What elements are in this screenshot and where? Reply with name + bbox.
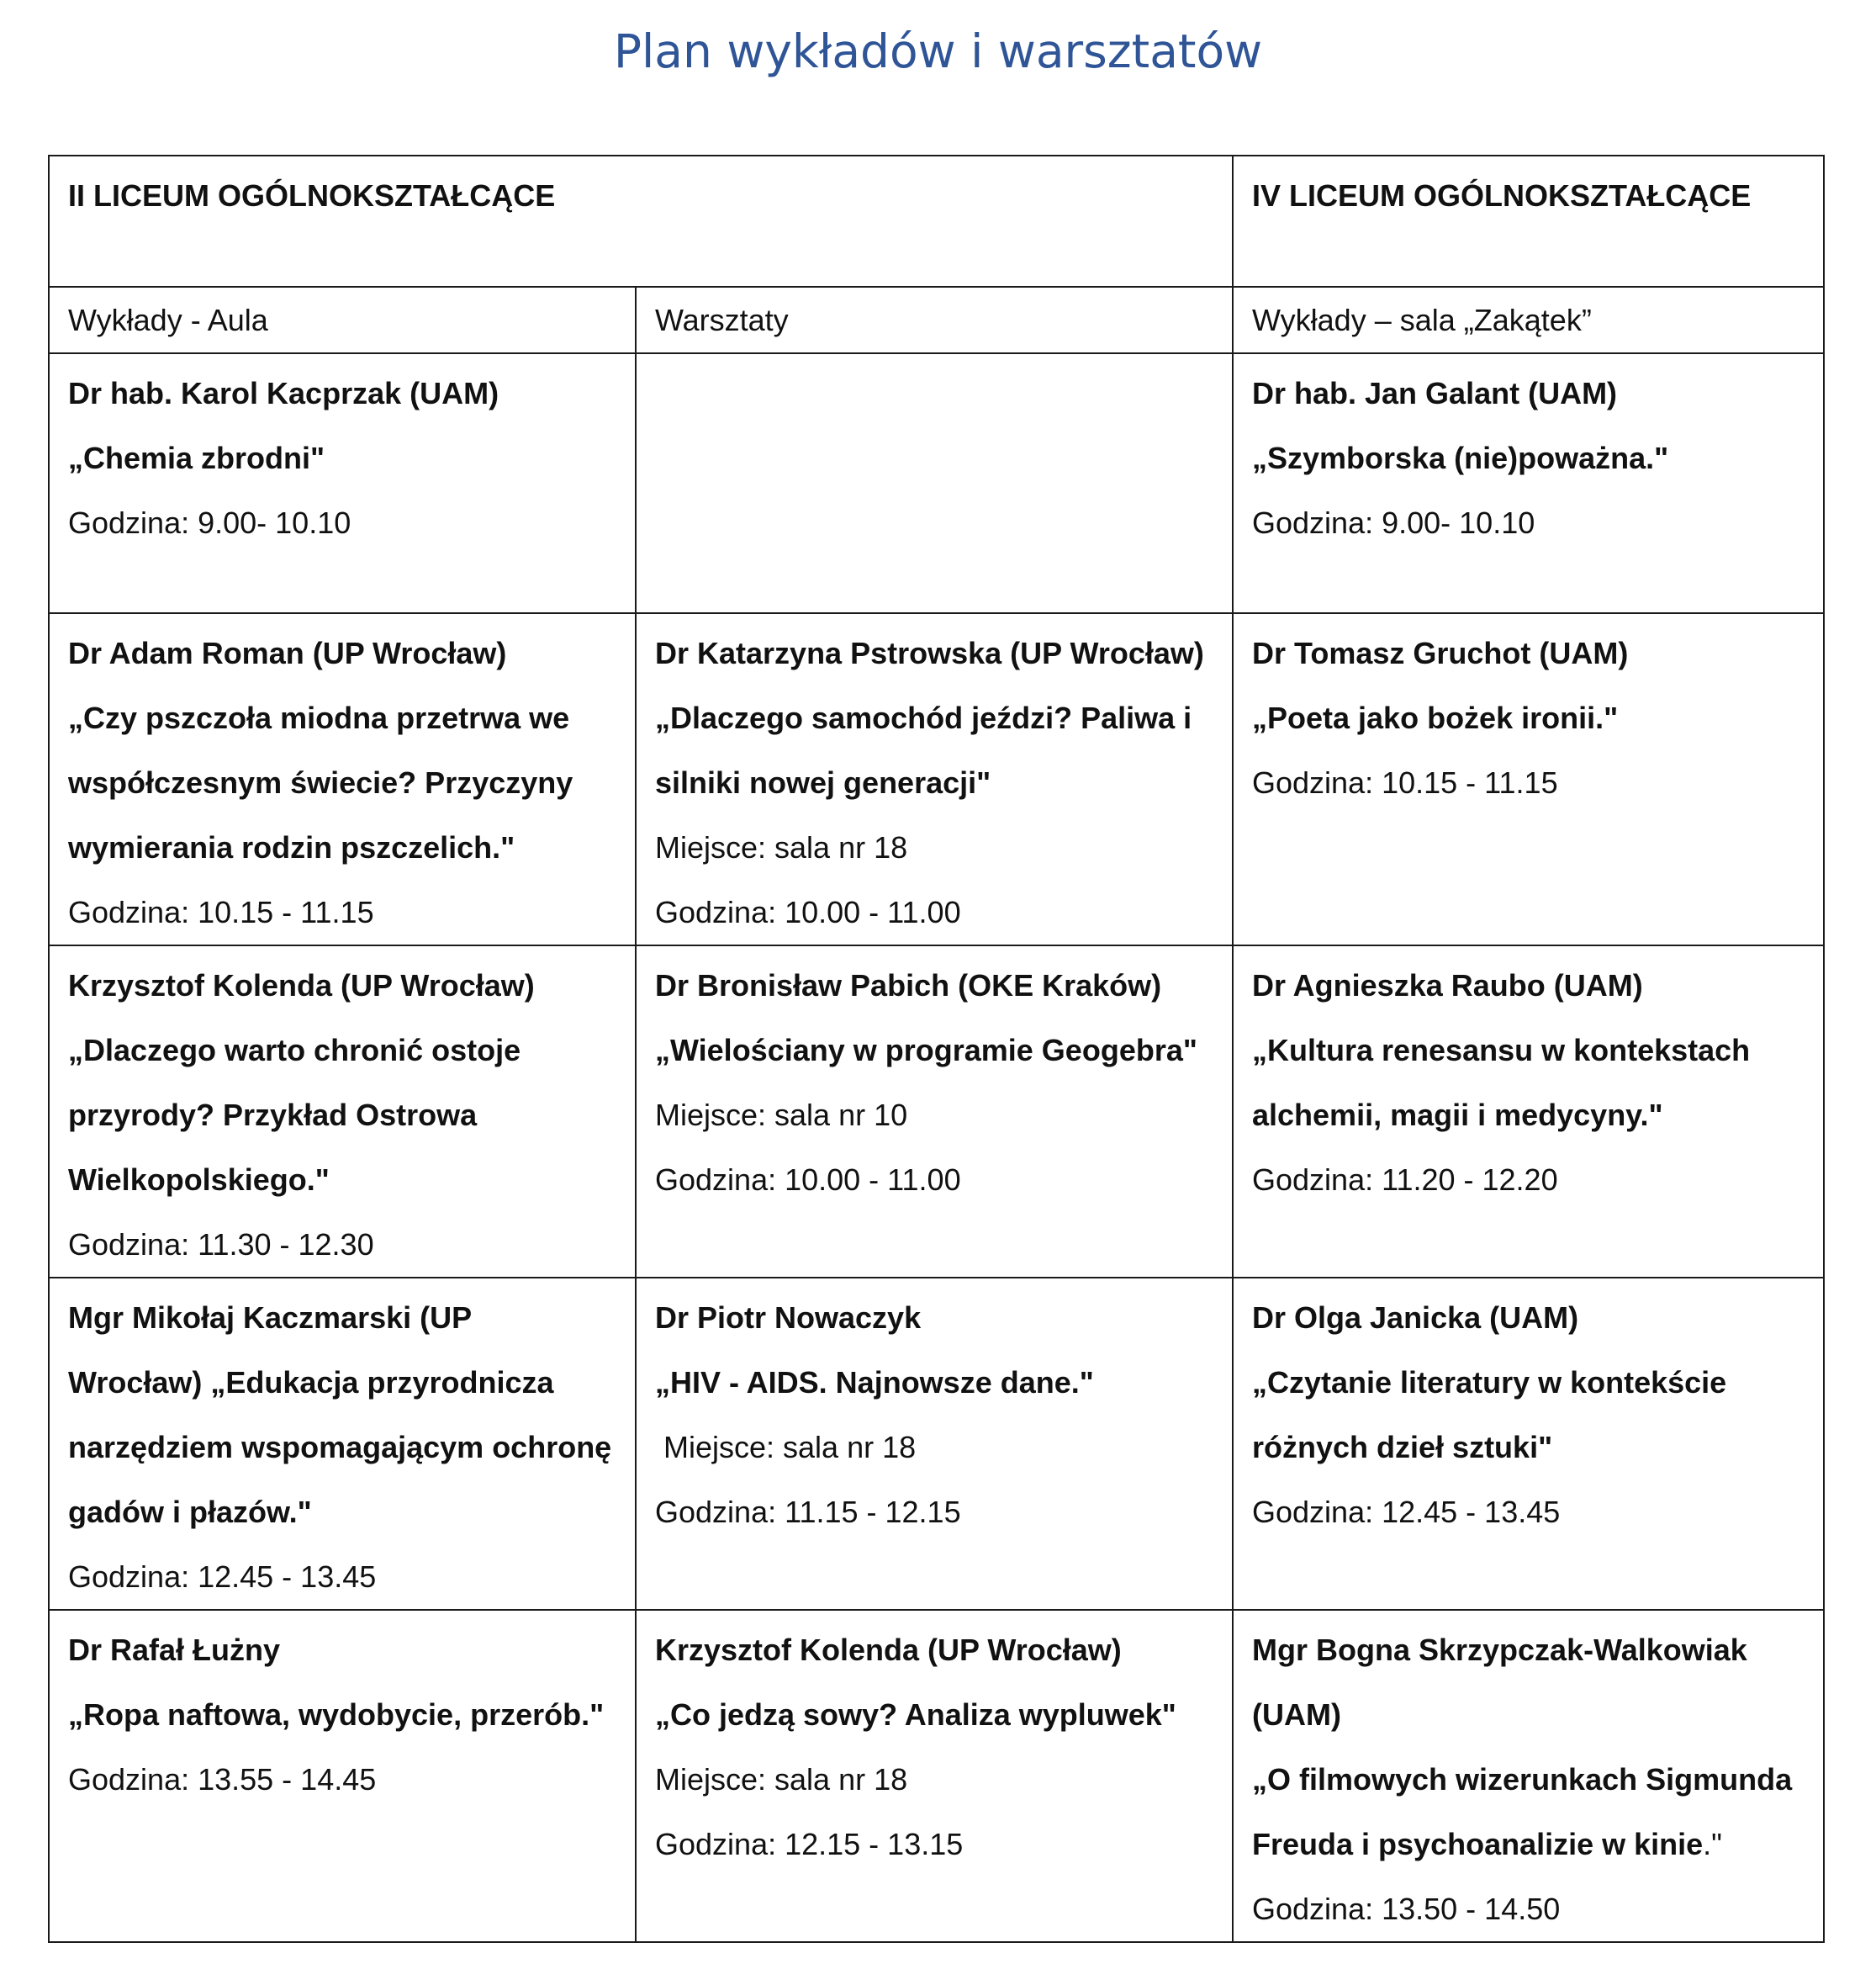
lecture-title-line: Freuda i psychoanalizie w kinie (1252, 1827, 1704, 1861)
speaker-name: Dr Adam Roman (UP Wrocław) (68, 636, 507, 670)
lecture-text-line: gadów i płazów." (68, 1495, 312, 1529)
speaker-name: Dr Piotr Nowaczyk (655, 1300, 922, 1335)
workshop-place: Miejsce: sala nr 18 (655, 830, 908, 865)
workshop-title: „Wielościany w programie Geogebra" (655, 1033, 1197, 1067)
speaker-name: Dr Agnieszka Raubo (UAM) (1252, 968, 1643, 1003)
speaker-name: Krzysztof Kolenda (UP Wrocław) (68, 968, 535, 1003)
lecture-time: Godzina: 10.15 - 11.15 (1252, 765, 1558, 800)
lecture-title-line: Wielkopolskiego." (68, 1162, 330, 1197)
school-header-row (49, 156, 1824, 287)
workshop-title: „HIV - AIDS. Najnowsze dane." (655, 1365, 1094, 1400)
school-left-header (49, 156, 1233, 287)
lecture-cell (49, 1610, 636, 1942)
table-row (49, 945, 1824, 1278)
lecture-cell (49, 613, 636, 945)
lecture-text-line: narzędziem wspomagającym ochronę (68, 1430, 612, 1464)
lecture-title-line: „Czy pszczoła miodna przetrwa we (68, 701, 570, 735)
lecture-time: Godzina: 13.55 - 14.45 (68, 1762, 377, 1797)
workshop-time: Godzina: 10.00 - 11.00 (655, 895, 961, 929)
lecture-title-line: „O filmowych wizerunkach Sigmunda (1252, 1762, 1793, 1797)
lecture-title-line: „Dlaczego warto chronić ostoje (68, 1033, 521, 1067)
workshop-title-line: silniki nowej generacji" (655, 765, 991, 800)
lecture-text-line: Mgr Mikołaj Kaczmarski (UP (68, 1300, 473, 1335)
workshop-time: Godzina: 12.15 - 13.15 (655, 1827, 964, 1861)
column-header-lectures-aula (49, 287, 636, 353)
workshop-cell-empty (636, 353, 1233, 613)
workshop-cell (636, 1610, 1233, 1942)
column-header-label: Warsztaty (655, 303, 789, 337)
lecture-title: „Ropa naftowa, wydobycie, przerób." (68, 1697, 605, 1732)
lecture-title-line: alchemii, magii i medycyny." (1252, 1098, 1663, 1132)
table-row (49, 353, 1824, 613)
lecture-time: Godzina: 11.20 - 12.20 (1252, 1162, 1558, 1197)
workshop-title-line: „Dlaczego samochód jeździ? Paliwa i (655, 701, 1192, 735)
school-right-label: IV LICEUM OGÓLNOKSZTAŁCĄCE (1252, 178, 1752, 213)
lecture-cell (1233, 945, 1824, 1278)
schedule-table (48, 155, 1825, 1943)
lecture-time: Godzina: 11.30 - 12.30 (68, 1227, 374, 1262)
lecture-cell (49, 353, 636, 613)
lecture-title-line: różnych dzieł sztuki" (1252, 1430, 1553, 1464)
lecture-time: Godzina: 9.00- 10.10 (68, 505, 351, 540)
lecture-title-line: współczesnym świecie? Przyczyny (68, 765, 573, 800)
lecture-cell (49, 1278, 636, 1610)
workshop-title: „Co jedzą sowy? Analiza wypluwek" (655, 1697, 1176, 1732)
speaker-name: Dr Bronisław Pabich (OKE Kraków) (655, 968, 1162, 1003)
lecture-title-tail: ." (1703, 1827, 1722, 1861)
lecture-title-line-wrapper (1252, 1812, 1806, 1876)
lecture-time: Godzina: 12.45 - 13.45 (68, 1559, 377, 1594)
workshop-cell (636, 1278, 1233, 1610)
lecture-text-line: Wrocław) „Edukacja przyrodnicza (68, 1365, 554, 1400)
school-right-header (1233, 156, 1824, 287)
lecture-title-line: przyrody? Przykład Ostrowa (68, 1098, 478, 1132)
speaker-name: Dr Katarzyna Pstrowska (UP Wrocław) (655, 636, 1204, 670)
workshop-place: Miejsce: sala nr 10 (655, 1098, 908, 1132)
lecture-time: Godzina: 9.00- 10.10 (1252, 505, 1535, 540)
speaker-name-line: (UAM) (1252, 1697, 1341, 1732)
lecture-cell (1233, 1610, 1824, 1942)
school-left-label: II LICEUM OGÓLNOKSZTAŁCĄCE (68, 178, 556, 213)
table-row (49, 1278, 1824, 1610)
column-header-lectures-zakatek (1233, 287, 1824, 353)
workshop-time: Godzina: 11.15 - 12.15 (655, 1495, 961, 1529)
workshop-cell (636, 613, 1233, 945)
lecture-title-line: wymierania rodzin pszczelich." (68, 830, 515, 865)
lecture-time: Godzina: 12.45 - 13.45 (1252, 1495, 1561, 1529)
lecture-cell (1233, 1278, 1824, 1610)
column-header-row (49, 287, 1824, 353)
speaker-name: Dr Rafał Łużny (68, 1633, 281, 1667)
column-header-label: Wykłady – sala „Zakątek” (1252, 303, 1592, 337)
speaker-name: Dr hab. Jan Galant (UAM) (1252, 376, 1618, 410)
lecture-time: Godzina: 10.15 - 11.15 (68, 895, 374, 929)
lecture-title: „Poeta jako bożek ironii." (1252, 701, 1619, 735)
lecture-cell (1233, 353, 1824, 613)
workshop-time: Godzina: 10.00 - 11.00 (655, 1162, 961, 1197)
column-header-workshops (636, 287, 1233, 353)
workshop-place: Miejsce: sala nr 18 (655, 1762, 908, 1797)
lecture-cell (49, 945, 636, 1278)
column-header-label: Wykłady - Aula (68, 303, 268, 337)
speaker-name: Krzysztof Kolenda (UP Wrocław) (655, 1633, 1122, 1667)
speaker-name: Dr hab. Karol Kacprzak (UAM) (68, 376, 499, 410)
table-row (49, 613, 1824, 945)
lecture-title-line: „Czytanie literatury w kontekście (1252, 1365, 1727, 1400)
lecture-title-line: „Kultura renesansu w kontekstach (1252, 1033, 1751, 1067)
speaker-name-line: Mgr Bogna Skrzypczak-Walkowiak (1252, 1633, 1747, 1667)
table-row (49, 1610, 1824, 1942)
lecture-title: „Szymborska (nie)poważna." (1252, 441, 1669, 475)
speaker-name: Dr Olga Janicka (UAM) (1252, 1300, 1579, 1335)
page-title: Plan wykładów i warsztatów (613, 24, 1263, 78)
lecture-time: Godzina: 13.50 - 14.50 (1252, 1892, 1561, 1926)
workshop-place: Miejsce: sala nr 18 (663, 1430, 917, 1464)
workshop-cell (636, 945, 1233, 1278)
lecture-cell (1233, 613, 1824, 945)
speaker-name: Dr Tomasz Gruchot (UAM) (1252, 636, 1629, 670)
lecture-title: „Chemia zbrodni" (68, 441, 325, 475)
